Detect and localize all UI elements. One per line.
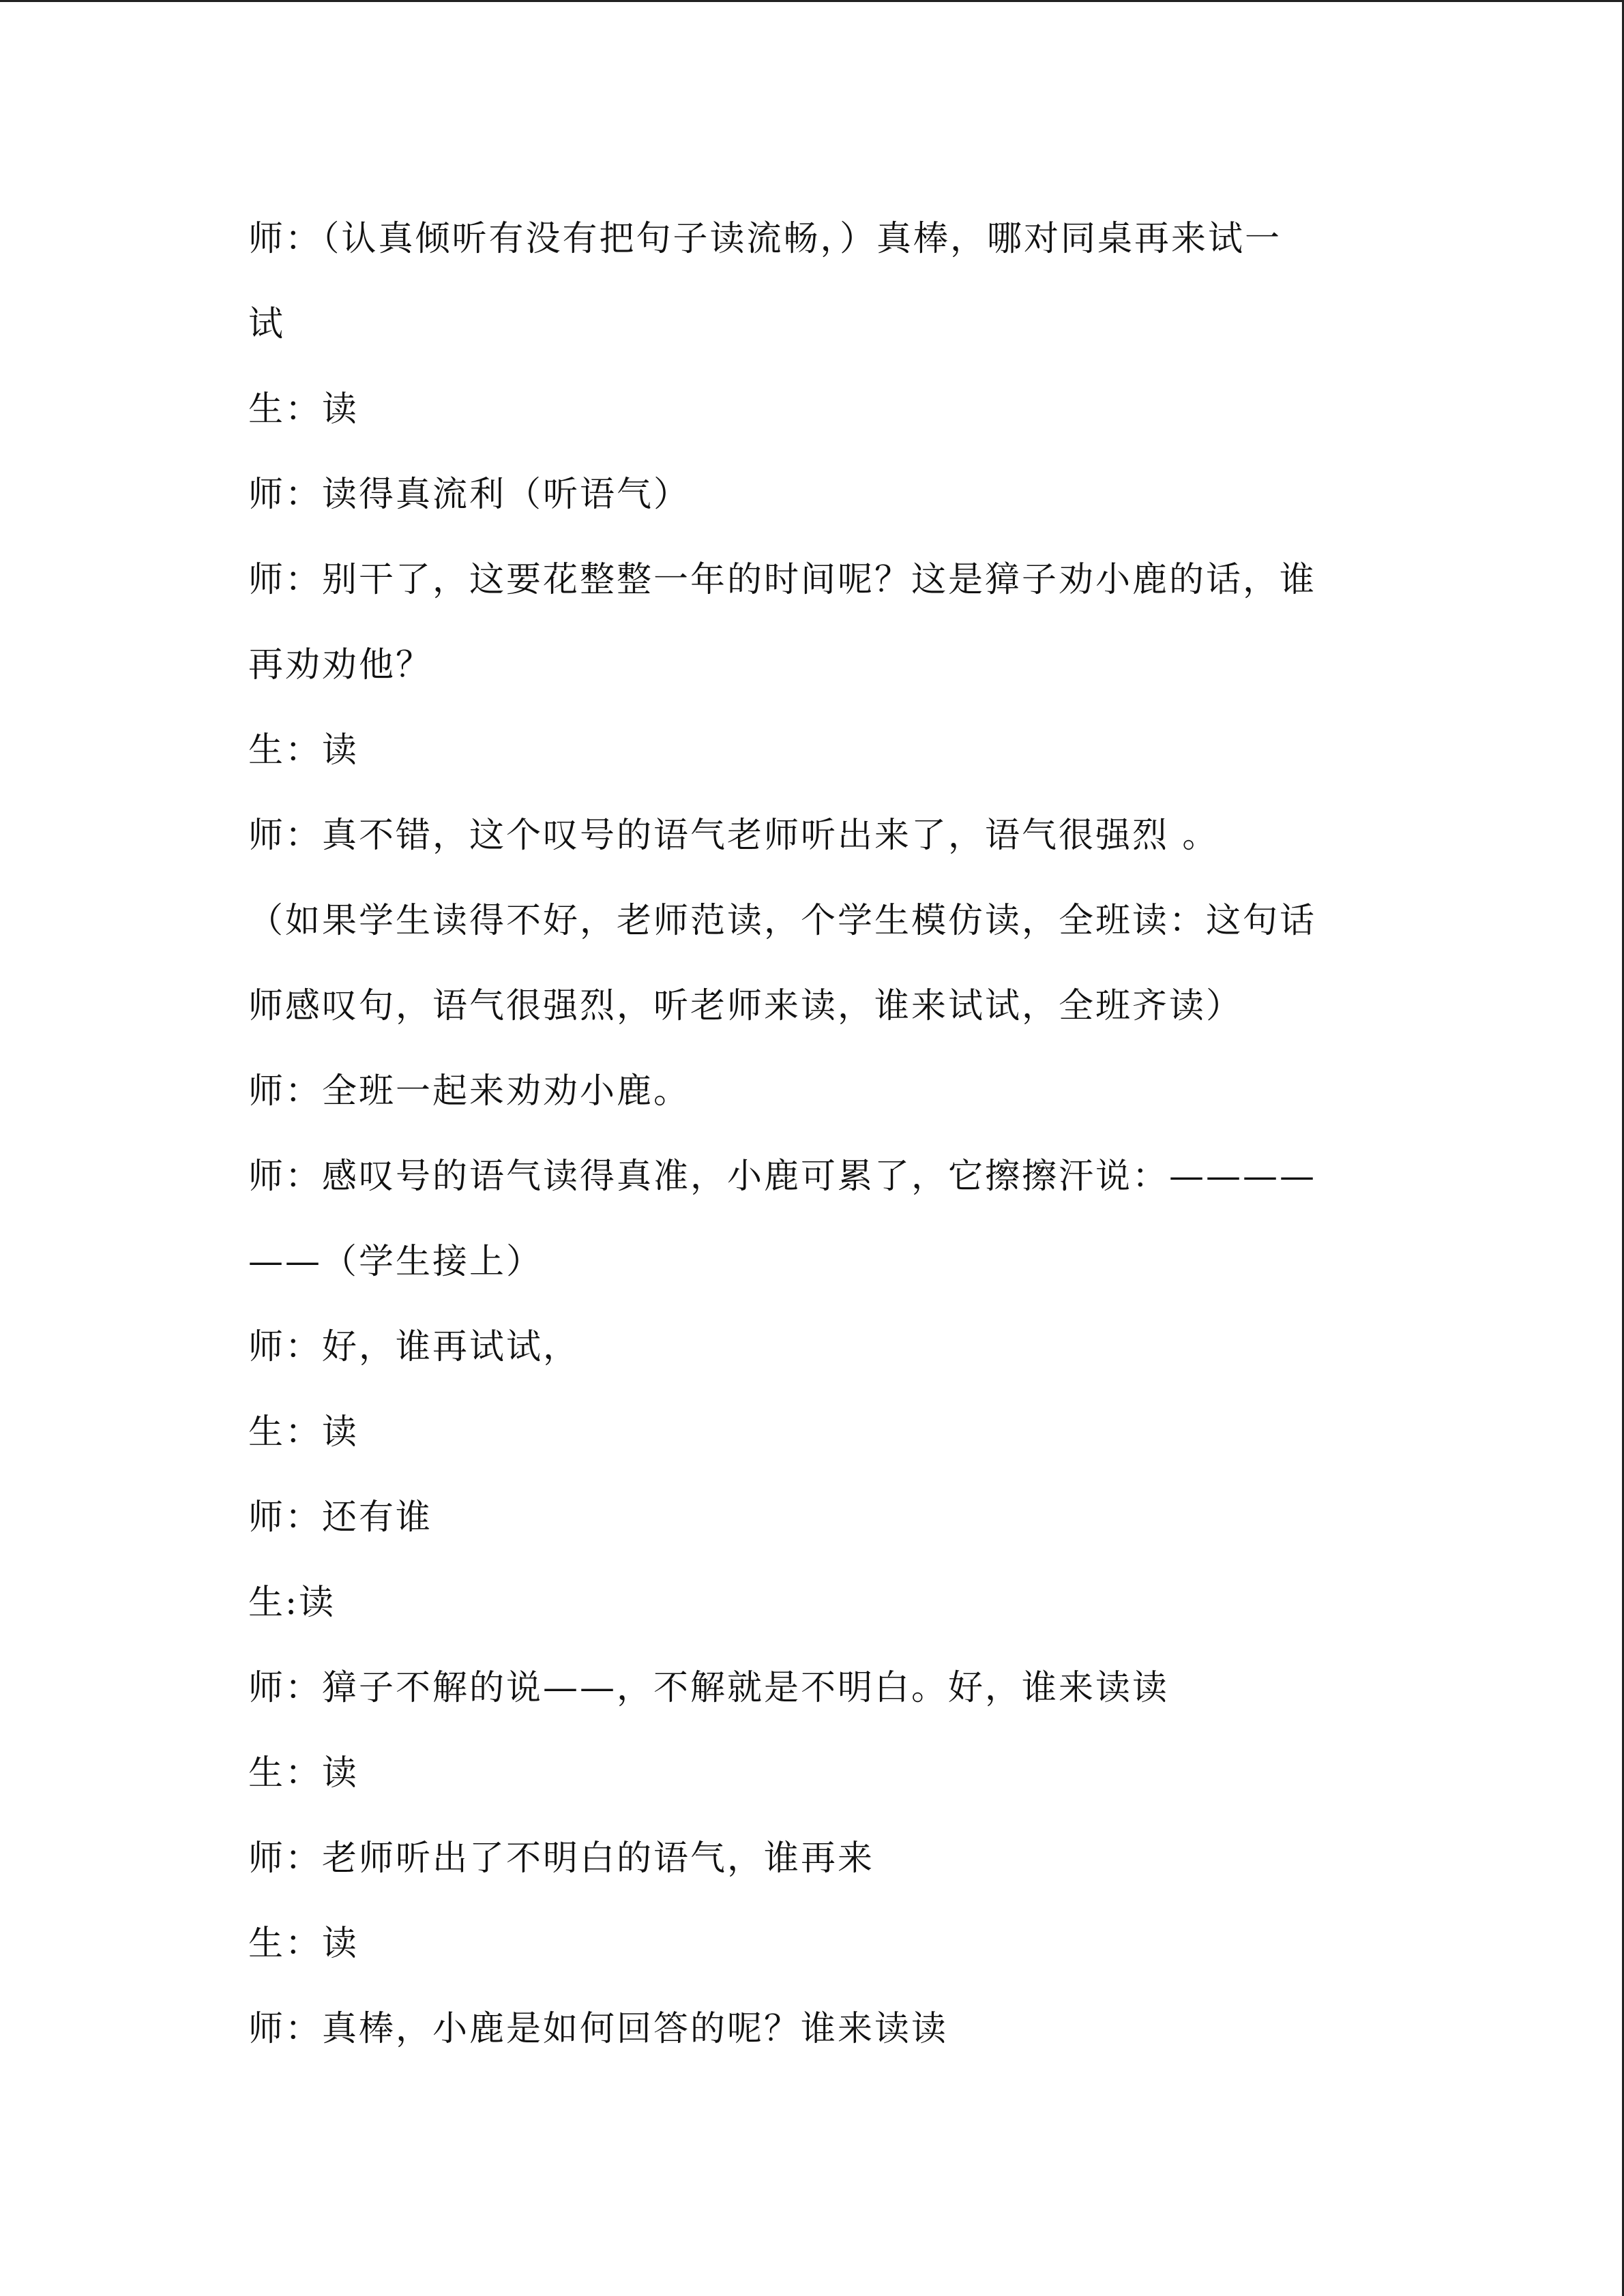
text-line-21: 生：读 (248, 1924, 359, 1964)
text-line-14: 师：好，谁再试试， (248, 1327, 580, 1367)
text-line-12: 师：感叹号的语气读得真准，小鹿可累了，它擦擦汗说：———— (248, 1157, 1317, 1197)
text-line-4: 师：读得真流利（听语气） (248, 475, 691, 515)
text-line-5: 师：别干了，这要花整整一年的时间呢？这是獐子劝小鹿的话，谁 (248, 560, 1317, 600)
text-line-2: 试 (248, 304, 286, 344)
text-line-3: 生：读 (248, 389, 359, 430)
text-line-17: 生:读 (248, 1583, 336, 1623)
text-line-18: 师：獐子不解的说——，不解就是不明白。好，谁来读读 (248, 1668, 1170, 1708)
text-line-7: 生：读 (248, 730, 359, 771)
text-line-10: 师感叹句，语气很强烈，听老师来读，谁来试试，全班齐读） (248, 986, 1243, 1026)
text-line-8: 师：真不错，这个叹号的语气老师听出来了，语气很强烈 。 (248, 816, 1220, 856)
text-line-11: 师：全班一起来劝劝小鹿。 (248, 1071, 691, 1112)
text-line-19: 生：读 (248, 1753, 359, 1793)
text-line-6: 再劝劝他？ (248, 645, 433, 685)
text-line-13: ——（学生接上） (248, 1242, 544, 1282)
document-body (248, 196, 1357, 2072)
page-top-border (0, 0, 1624, 2)
text-line-16: 师：还有谁 (248, 1497, 433, 1538)
text-line-15: 生：读 (248, 1412, 359, 1452)
text-line-22: 师：真棒，小鹿是如何回答的呢？谁来读读 (248, 2009, 949, 2049)
text-line-9: （如果学生读得不好，老师范读，个学生模仿读，全班读：这句话 (248, 901, 1317, 941)
text-line-1: 师：（认真倾听有没有把句子读流畅，）真棒，哪对同桌再来试一 (248, 219, 1282, 259)
text-line-20: 师：老师听出了不明白的语气，谁再来 (248, 1838, 875, 1879)
